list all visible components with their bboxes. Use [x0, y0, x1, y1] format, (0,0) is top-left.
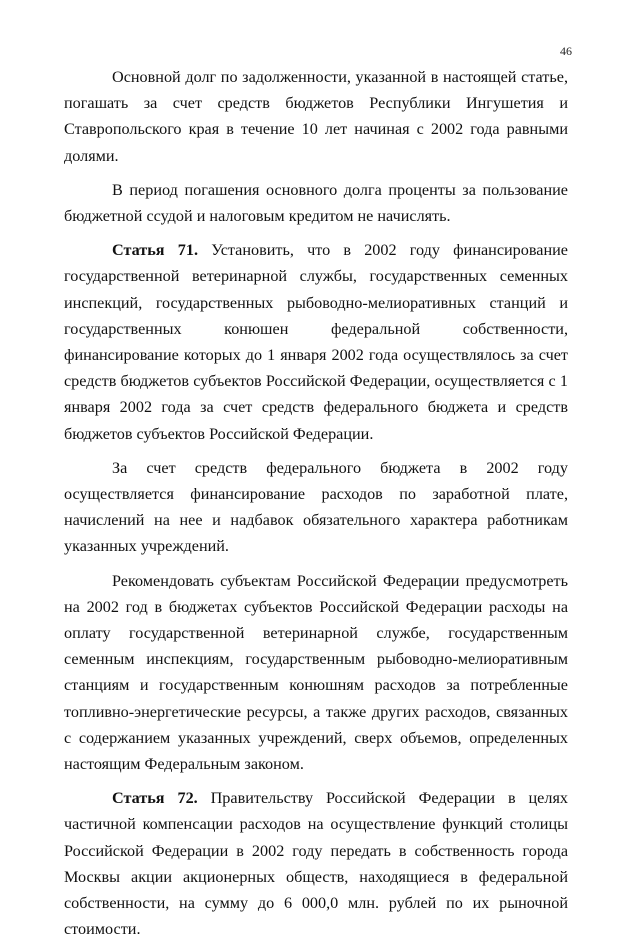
article-71-paragraph — [64, 237, 568, 447]
page-number: 46 — [560, 44, 572, 58]
paragraph-text: Рекомендовать субъектам Российской Федерации предусмотреть на 2002 год в бюджетах субъектов Российской Федерации расходы на оплату государственной ветеринарной службе, государственным семенным инспекциям, государственным рыбоводно-мелиоративным станциям и государственным конюшням расходов за потребленные топливно-энергетические ресурсы, а также других расходов, связанных с содержанием указанных учреждений, сверх объемов, определенных настоящим Федеральным законом. — [64, 571, 568, 774]
article-71-heading: Статья 71. — [112, 241, 212, 260]
paragraph-federal-funding — [64, 455, 568, 560]
article-72-paragraph — [64, 785, 568, 942]
article-72-heading: Статья 72. — [112, 789, 211, 808]
article-72-text: Правительству Российской Федерации в целях частичной компенсации расходов на осуществление функций столицы Российской Федерации в 2002 году передать в собственность города Москвы акции акционерных обществ, находящиеся в федеральной собственности, на сумму до 6 000,0 млн. рублей по их рыночной стоимости. — [64, 789, 568, 939]
paragraph-text: В период погашения основного долга проценты за пользование бюджетной ссудой и налоговым кредитом не начислять. — [64, 180, 568, 226]
paragraph-text: За счет средств федерального бюджета в 2002 году осуществляется финансирование расходов по заработной плате, начислений на нее и надбавок обязательного характера работникам указанных учреждений. — [64, 458, 568, 556]
paragraph-text: Основной долг по задолженности, указанной в настоящей статье, погашать за счет средств бюджетов Республики Ингушетия и Ставропольского края в течение 10 лет начиная с 2002 года равными долями. — [64, 68, 568, 165]
paragraph-debt-repayment — [64, 64, 568, 169]
paragraph-regional-recommendation — [64, 568, 568, 778]
document-body — [64, 64, 568, 951]
paragraph-interest-period — [64, 177, 568, 229]
article-71-text: Установить, что в 2002 году финансирование государственной ветеринарной службы, государственных семенных инспекций, государственных рыбоводно-мелиоративных станций и государственных конюшен федеральной собственности, финансирование которых до 1 января 2002 года осуществлялось за счет средств бюджетов субъектов Российской Федерации, осуществляется с 1 января 2002 года за счет средств федерального бюджета и средств бюджетов субъектов Российской Федерации. — [64, 241, 568, 443]
